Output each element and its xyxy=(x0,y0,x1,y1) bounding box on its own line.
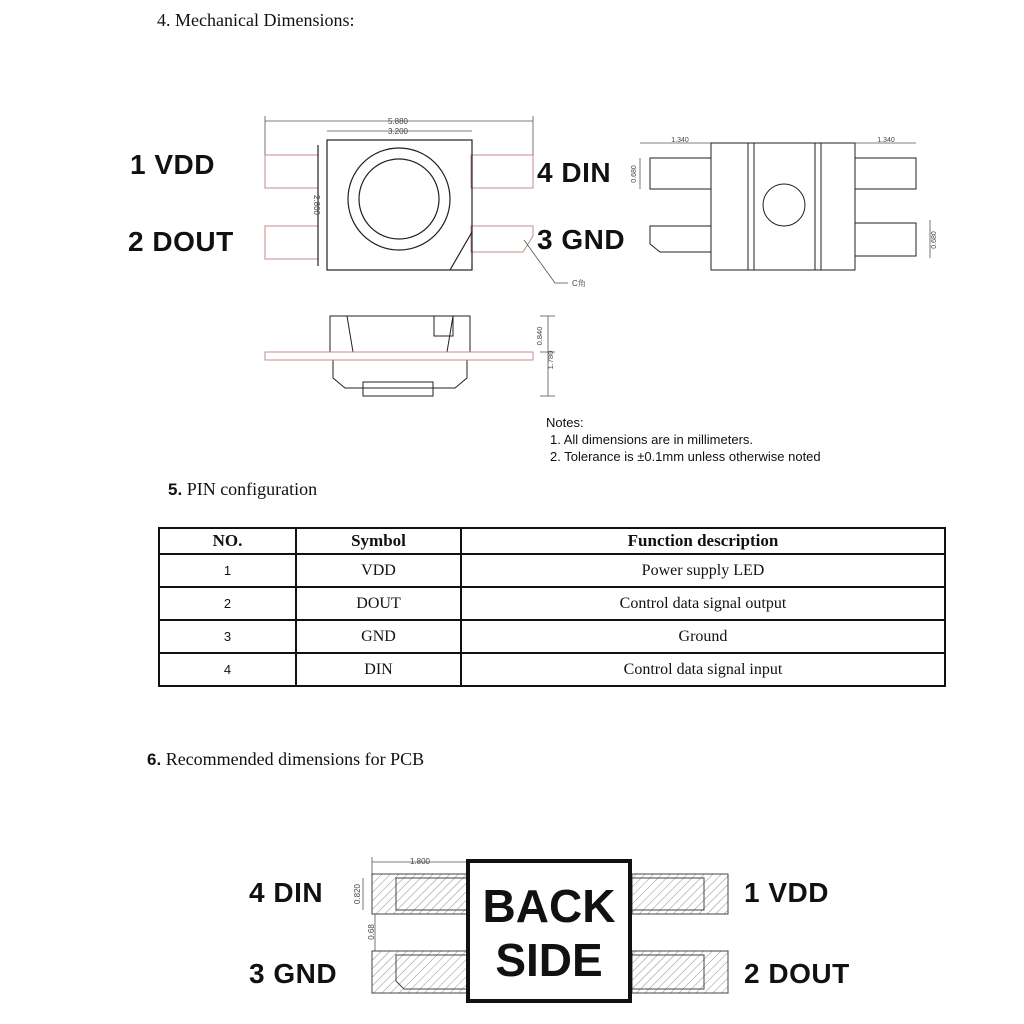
note-2: 2. Tolerance is ±0.1mm unless otherwise noted xyxy=(550,449,821,464)
table-row xyxy=(159,620,945,653)
cell-symbol: DIN xyxy=(296,653,461,686)
cell-symbol: GND xyxy=(296,620,461,653)
table-row xyxy=(159,653,945,686)
dim-height-label: 2.800 xyxy=(312,194,321,216)
pin-table xyxy=(158,527,946,687)
front-pin4-label: 4 DIN xyxy=(537,157,612,188)
table-row xyxy=(159,587,945,620)
front-pin1-label: 1 VDD xyxy=(130,149,215,180)
pcb-dimensions-title: 6. Recommended dimensions for PCB xyxy=(147,749,425,769)
pcb-len-label: 1.800 xyxy=(409,857,431,866)
cell-no: 1 xyxy=(159,554,296,587)
side-label: SIDE xyxy=(495,934,603,986)
front-pin3-label: 3 GND xyxy=(537,224,626,255)
cell-function: Control data signal output xyxy=(461,587,945,620)
front-view-leads xyxy=(265,155,533,259)
notes-title: Notes: xyxy=(546,415,584,430)
table-row xyxy=(159,554,945,587)
pcb-pin3-label: 3 GND xyxy=(249,958,338,989)
cell-symbol: DOUT xyxy=(296,587,461,620)
header-symbol: Symbol xyxy=(296,528,461,554)
cell-function: Ground xyxy=(461,620,945,653)
dim-side-a-label: 0.840 xyxy=(535,326,544,346)
pcb-w-label: 0.820 xyxy=(353,883,362,905)
pin-configuration-title: 5. PIN configuration xyxy=(168,479,318,499)
header-no: NO. xyxy=(159,528,296,554)
dim-body-label: 3.200 xyxy=(387,127,409,136)
header-function: Function description xyxy=(461,528,945,554)
back-label: BACK xyxy=(482,880,616,932)
mechanical-dimensions-title: 4. Mechanical Dimensions: xyxy=(157,10,355,30)
dim-lead-w2-label: 0.680 xyxy=(931,231,938,249)
pcb-pin1-label: 1 VDD xyxy=(744,877,829,908)
dim-lead-left-label: 1.340 xyxy=(671,137,689,144)
notes xyxy=(546,414,821,465)
dim-chamfer-label: C角 xyxy=(572,279,586,288)
dim-side-b-label: 1.780 xyxy=(546,350,555,370)
dim-overall-label: 5.880 xyxy=(387,117,409,126)
front-pin2-label: 2 DOUT xyxy=(128,226,234,257)
dim-lead-w1-label: 0.680 xyxy=(631,165,638,183)
back-side-label xyxy=(466,859,632,1003)
pcb-gap-label: 0.68 xyxy=(367,924,376,940)
right-view xyxy=(650,143,916,270)
cell-no: 3 xyxy=(159,620,296,653)
cell-function: Control data signal input xyxy=(461,653,945,686)
cell-function: Power supply LED xyxy=(461,554,945,587)
front-view-body xyxy=(318,140,472,270)
dim-lead-right-label: 1.340 xyxy=(877,137,895,144)
cell-symbol: VDD xyxy=(296,554,461,587)
side-profile-view xyxy=(330,316,470,396)
pin-table-header xyxy=(159,528,945,554)
note-1: 1. All dimensions are in millimeters. xyxy=(550,432,754,447)
cell-no: 2 xyxy=(159,587,296,620)
cell-no: 4 xyxy=(159,653,296,686)
pcb-pin4-label: 4 DIN xyxy=(249,877,324,908)
pcb-pin2-label: 2 DOUT xyxy=(744,958,850,989)
